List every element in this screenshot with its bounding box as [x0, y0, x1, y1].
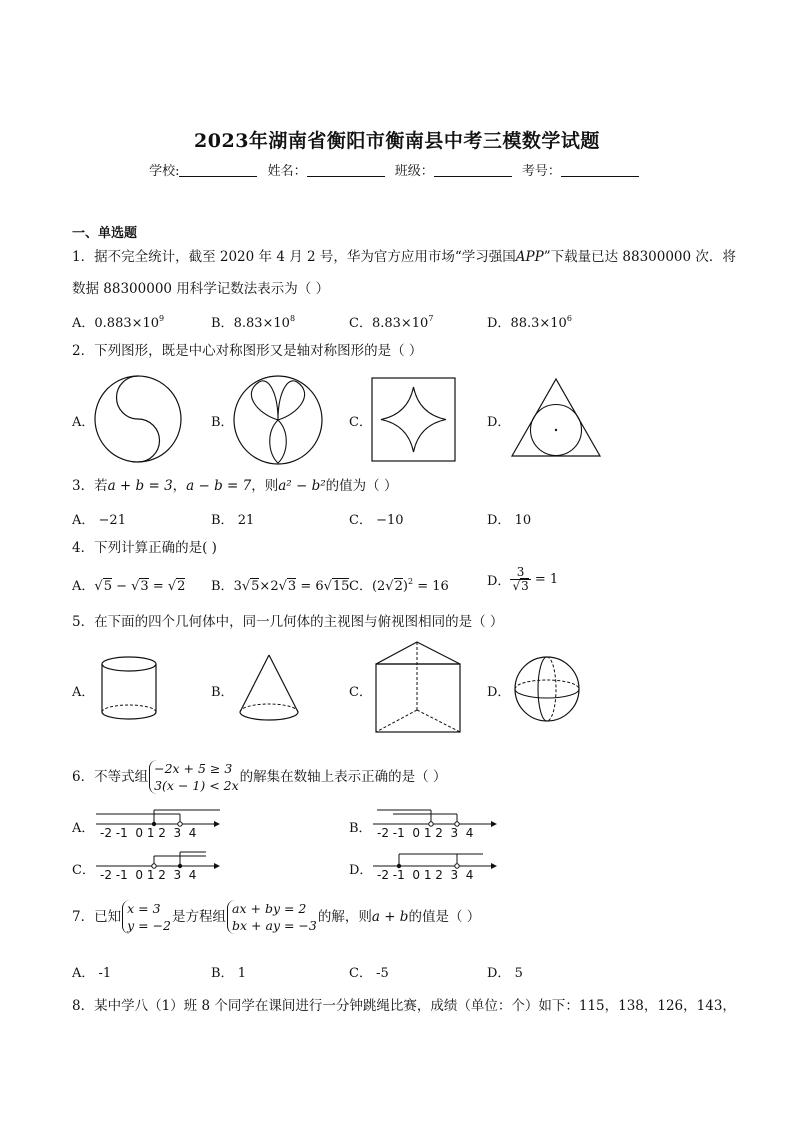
q6-option-a-label[interactable]: A．	[72, 821, 95, 836]
name-label: 姓名：	[267, 164, 307, 179]
q6-option-c-label[interactable]: C．	[72, 863, 95, 878]
q5-option-a-label[interactable]: A．	[72, 685, 95, 700]
q2-option-c-label[interactable]: C．	[349, 415, 372, 430]
name-blank[interactable]	[307, 164, 385, 177]
q2-option-a-label[interactable]: A．	[72, 415, 95, 430]
q4-option-c[interactable]: C．$(2√2)^2 = 16$	[349, 577, 449, 594]
number-line-a-ticks: -2 -1 0 1 2 3 4	[100, 826, 197, 840]
q6-inequality-system: −2x + 5 ≥ 3 3(x − 1) < 2x	[149, 760, 239, 794]
q7-option-c[interactable]: C． -5	[349, 966, 389, 981]
q3-option-c[interactable]: C． −10	[349, 513, 404, 528]
section-heading: 一、单选题	[72, 226, 138, 241]
question-5-text: 5．在下面的四个几何体中，同一几何体的主视图与俯视图相同的是（ ）	[72, 614, 504, 630]
q3-option-a[interactable]: A． −21	[72, 513, 126, 528]
exam-no-blank[interactable]	[561, 164, 639, 177]
q4-option-a[interactable]: A．√5 − √3 = √2	[72, 579, 186, 594]
question-1-line-1	[72, 247, 736, 267]
number-line-c-ticks: -2 -1 0 1 2 3 4	[100, 868, 197, 882]
q3-expression: a² − b²	[278, 478, 326, 494]
question-2-text: 2．下列图形，既是中心对称图形又是轴对称图形的是（ ）	[72, 343, 423, 359]
q4-option-d[interactable]: D． $\frac{3}{√3}$ = 1	[487, 565, 559, 593]
square-star-figure	[371, 377, 457, 463]
q6-option-d-label[interactable]: D．	[349, 863, 373, 878]
question-3-line: 3．若a + b = 3，a − b = 7，则a² − b²的值为（ ）	[72, 478, 398, 494]
q1-option-a[interactable]: A．$0.883\times 10^9$	[72, 314, 165, 331]
q4-d-fraction: $\frac{3}{√3}$	[512, 565, 529, 593]
q5-option-b-label[interactable]: B．	[211, 685, 234, 700]
q2-option-d-label[interactable]: D．	[487, 415, 511, 430]
class-label: 班级：	[394, 164, 434, 179]
q1-option-d[interactable]: D．$88.3\times 10^6$	[487, 314, 572, 331]
number-line-c	[96, 848, 220, 870]
q3-option-d[interactable]: D． 10	[487, 513, 532, 528]
q7-equation-system: ax + by = 2 bx + ay = −3	[227, 900, 317, 934]
q5-option-c-label[interactable]: C．	[349, 685, 372, 700]
q2-option-b-label[interactable]: B．	[211, 415, 234, 430]
yin-yang-figure	[93, 374, 185, 464]
q7-option-a[interactable]: A． -1	[72, 966, 112, 981]
school-label: 学校:	[149, 164, 180, 179]
student-info-line	[0, 160, 794, 179]
q3-equation-1: a + b = 3	[107, 478, 173, 494]
sphere-figure	[513, 655, 581, 723]
triangle-incircle-figure	[511, 378, 603, 458]
q5-option-d-label[interactable]: D．	[487, 685, 511, 700]
question-7-line: 7．已知 x = 3 y = −2 是方程组 ax + by = 2 bx + ay = −3 的解，则a + b的值是（ ）	[72, 901, 481, 933]
q7-option-d[interactable]: D． 5	[487, 966, 523, 981]
q4-option-b[interactable]: B．3√5×2√3 = 6√15	[211, 579, 350, 594]
q3-option-b[interactable]: B． 21	[211, 513, 255, 528]
q3-equation-2: a − b = 7	[186, 478, 252, 494]
number-line-b-ticks: -2 -1 0 1 2 3 4	[377, 826, 474, 840]
q7-option-b[interactable]: B． 1	[211, 966, 246, 981]
q7-solution-system: x = 3 y = −2	[122, 900, 171, 934]
q6-option-b-label[interactable]: B．	[349, 821, 372, 836]
class-blank[interactable]	[434, 164, 512, 177]
question-6-line: 6．不等式组 −2x + 5 ≥ 3 3(x − 1) < 2x 的解集在数轴上表示正确的是（ ）	[72, 761, 447, 793]
q1-option-b[interactable]: B．$8.83\times 10^8$	[211, 314, 296, 331]
triangular-prism-figure	[374, 640, 462, 734]
app-term: APP	[515, 249, 544, 265]
question-4-text: 4．下列计算正确的是( )	[72, 540, 217, 556]
number-line-b	[373, 806, 497, 828]
cone-figure	[238, 654, 300, 722]
q1-option-c[interactable]: C．$8.83\times 10^7$	[349, 314, 434, 331]
page-title: 2023年湖南省衡阳市衡南县中考三模数学试题	[194, 130, 600, 152]
three-petal-figure	[233, 374, 325, 466]
question-1-text: 1．据不完全统计，截至 2020 年 4 月 2 号，华为官方应用市场“学习强国	[72, 249, 516, 265]
question-1-line-2: 数据 88300000 用科学记数法表示为（ ）	[72, 281, 330, 297]
school-blank[interactable]	[179, 164, 257, 177]
number-line-d	[373, 848, 497, 870]
exam-no-label: 考号：	[521, 164, 561, 179]
cylinder-figure	[100, 656, 160, 722]
question-1-text-end: ”下载量已达 88300000 次．将	[543, 249, 736, 265]
number-line-d-ticks: -2 -1 0 1 2 3 4	[377, 868, 474, 882]
question-8-text: 8．某中学八（1）班 8 个同学在课间进行一分钟跳绳比赛，成绩（单位：个）如下：115，138，126，143，	[72, 998, 736, 1014]
number-line-a	[96, 806, 220, 828]
